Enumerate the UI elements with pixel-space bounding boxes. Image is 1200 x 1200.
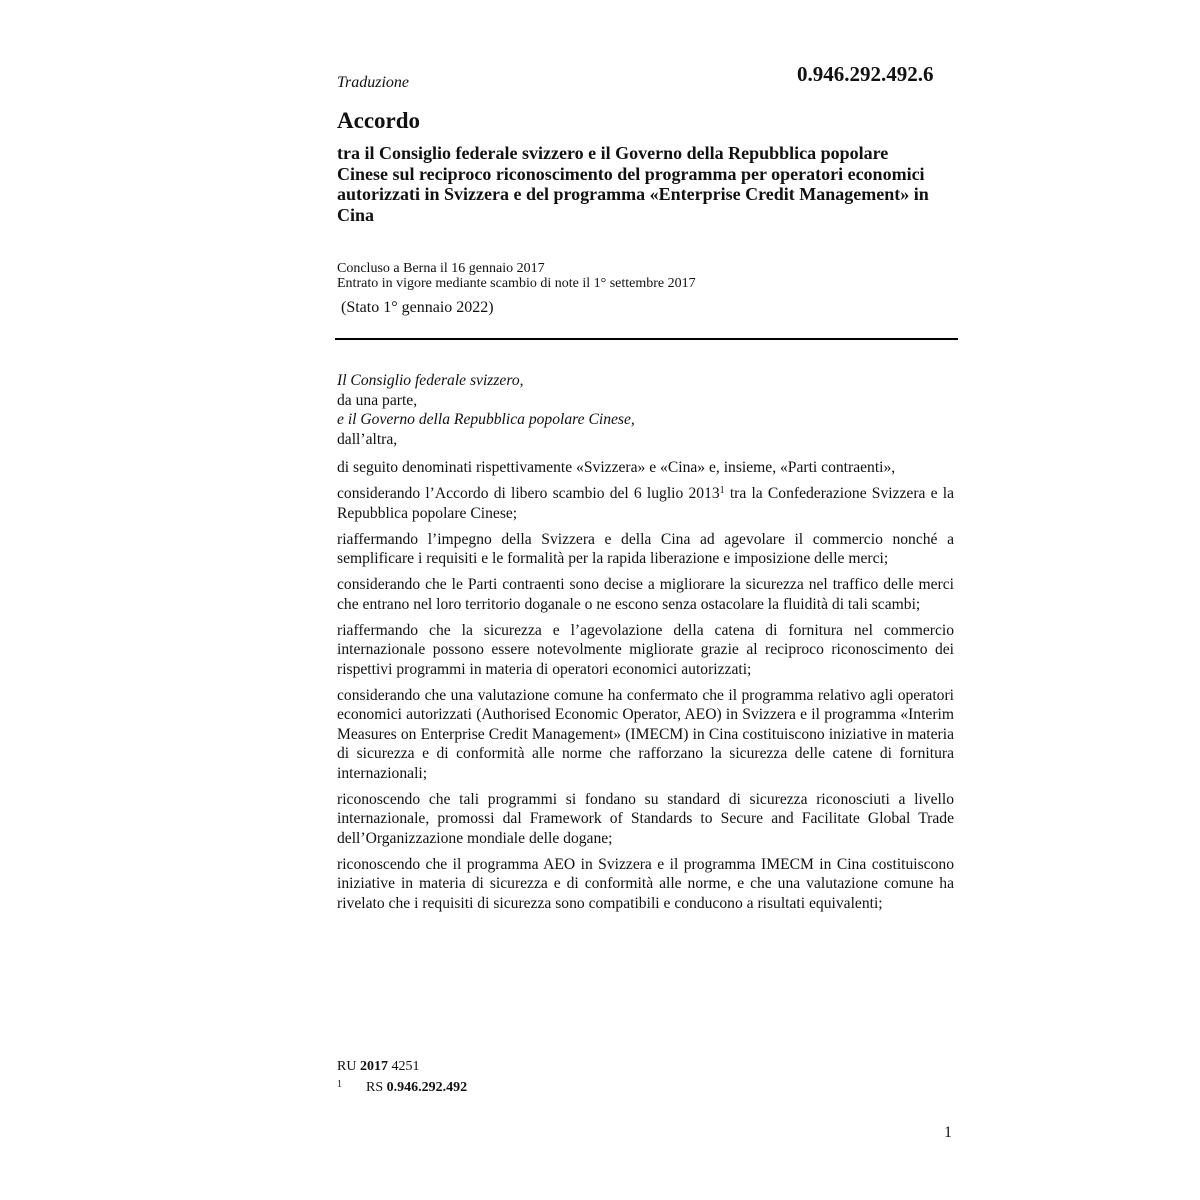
entry-into-force: Entrato in vigore mediante scambio di note il 1° settembre 2017 [337,276,696,291]
document-title: Accordo [337,108,421,133]
document-subtitle: tra il Consiglio federale svizzero e il Governo della Repubblica popolare Cinese sul reciproco riconoscimento del programma per operatori economici autorizzati in Svizzera e del programma «Enterprise Credit Management» in Cina [337,143,929,225]
preamble-paragraph: di seguito denominati rispettivamente «Svizzera» e «Cina» e, insieme, «Parti contraenti», [337,459,896,476]
preamble-paragraph: riconoscendo che il programma AEO in Svizzera e il programma IMECM in Cina costituiscono iniziative in materia di sicurezza e di conformità alle norme, e che una valutazione comune ha rivelato che i requisiti di sicurezza sono compatibili e conducono a risultati equivalenti; [337,855,954,912]
concluded-date: Concluso a Berna il 16 gennaio 2017 [337,261,545,276]
preamble-paragraph: riaffermando l’impegno della Svizzera e della Cina ad agevolare il commercio nonché a semplificare i requisiti e le formalità per la rapida liberazione e imposizione delle merci; [337,530,954,567]
official-collection-ref: RU 2017 4251 [337,1059,420,1074]
footnote: $^1$ RS 0.946.292.492 [337,1079,468,1095]
footnote-mark: 1 [337,1079,342,1090]
party-china: e il Governo della Repubblica popolare Cinese, [337,411,635,428]
page-number: 1 [944,1124,952,1141]
status-date: (Stato 1° gennaio 2022) [341,299,494,316]
party-china-side: dall’altra, [337,430,398,448]
preamble-paragraph: riconoscendo che tali programmi si fondano su standard di sicurezza riconosciuti a livello internazionale, promossi dal Framework of Standards to Secure and Facilitate Global Trade dell’Organizzazione mondiale delle dogane; [337,790,954,847]
document-meta [337,261,696,291]
header-divider [335,338,958,340]
translation-label: Traduzione [337,74,410,91]
footnote-link[interactable]: 0.946.292.492 [386,1080,468,1095]
parties-block [337,371,954,449]
preamble-paragraph: riaffermando che la sicurezza e l’agevolazione della catena di fornitura nel commercio internazionale possono essere notevolmente migliorate grazie al reciproco riconoscimento dei rispettivi programmi in materia di operatori economici autorizzati; [337,621,954,678]
document-number: 0.946.292.492.6 [797,62,934,86]
preamble [337,371,954,920]
footnote-reference[interactable]: 1 [719,485,725,496]
preamble-paragraph: considerando che le Parti contraenti sono decise a migliorare la sicurezza nel traffico delle merci che entrano nel loro territorio doganale o ne escono senza ostacolare la fluidità di tali scambi; [337,576,954,613]
preamble-paragraph: considerando l’Accordo di libero scambio del 6 luglio 2013$^1$ tra la Confederazione Svizzera e la Repubblica popolare Cinese; [337,485,955,522]
party-switzerland: Il Consiglio federale svizzero, [337,372,524,389]
preamble-paragraph: considerando che una valutazione comune ha confermato che il programma relativo agli operatori economici autorizzati (Authorised Economic Operator, AEO) in Svizzera e il programma «Interim Measures on Enterprise Credit Management» (IMECM) in Cina costituiscono iniziative in materia di sicurezza e di conformità alle norme che rafforzano la sicurezza delle catene di fornitura internazionali; [337,686,954,782]
party-switzerland-side: da una parte, [337,391,418,409]
